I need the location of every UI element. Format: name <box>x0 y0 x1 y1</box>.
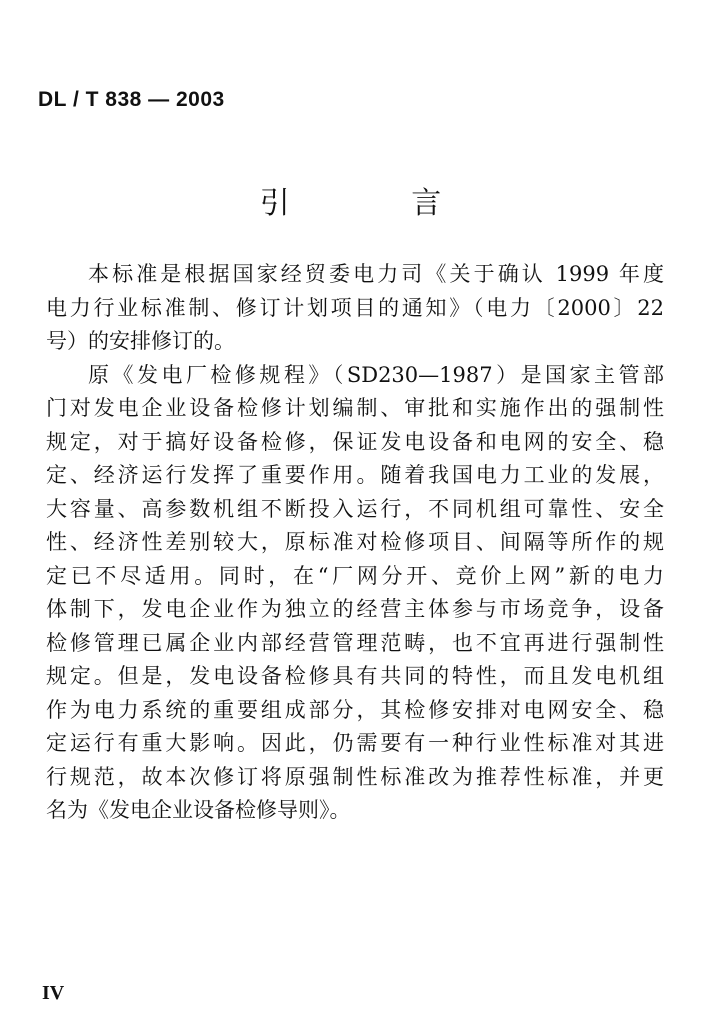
text-line: 电力行业标准制、修订计划项目的通知》（电力〔2000〕22 <box>46 295 664 320</box>
page-title: 引 言 <box>259 186 498 221</box>
text-line: 性、经济性差别较大，原标准对检修项目、间隔等所作的规 <box>46 530 664 554</box>
text-line: 体制下，发电企业作为独立的经营主体参与市场竞争，设备 <box>46 597 664 621</box>
text-line: 作为电力系统的重要组成部分，其检修安排对电网安全、稳 <box>46 697 664 722</box>
text-line: 大容量、高参数机组不断投入运行，不同机组可靠性、安全 <box>46 496 664 521</box>
body-text <box>46 258 664 828</box>
text-line: 名为《发电企业设备检修导则》。 <box>46 798 351 822</box>
text-line: 规定，对于搞好设备检修，保证发电设备和电网的安全、稳 <box>46 429 664 454</box>
text-line: 门对发电企业设备检修计划编制、审批和实施作出的强制性 <box>46 396 664 420</box>
text-line: 本标准是根据国家经贸委电力司《关于确认 1999 年度 <box>88 262 664 286</box>
text-line: 规定。但是，发电设备检修具有共同的特性，而且发电机组 <box>46 664 664 688</box>
text-line: 定已不尽适用。同时，在“厂网分开、竞价上网”新的电力 <box>46 563 664 588</box>
text-line: 号）的安排修订的。 <box>46 329 235 353</box>
standard-code: DL / T 838 — 2003 <box>38 88 225 111</box>
text-line: 检修管理已属企业内部经营管理范畴，也不宜再进行强制性 <box>46 630 664 655</box>
page-number: IV <box>42 982 65 1004</box>
paragraph-1 <box>46 258 664 359</box>
paragraph-2 <box>46 359 664 828</box>
text-line: 原《发电厂检修规程》（SD230—1987）是国家主管部 <box>88 362 664 387</box>
text-line: 定运行有重大影响。因此，仍需要有一种行业性标准对其进 <box>46 731 664 755</box>
text-line: 行规范，故本次修订将原强制性标准改为推荐性标准，并更 <box>46 764 664 789</box>
text-line: 定、经济运行发挥了重要作用。随着我国电力工业的发展， <box>46 463 664 487</box>
